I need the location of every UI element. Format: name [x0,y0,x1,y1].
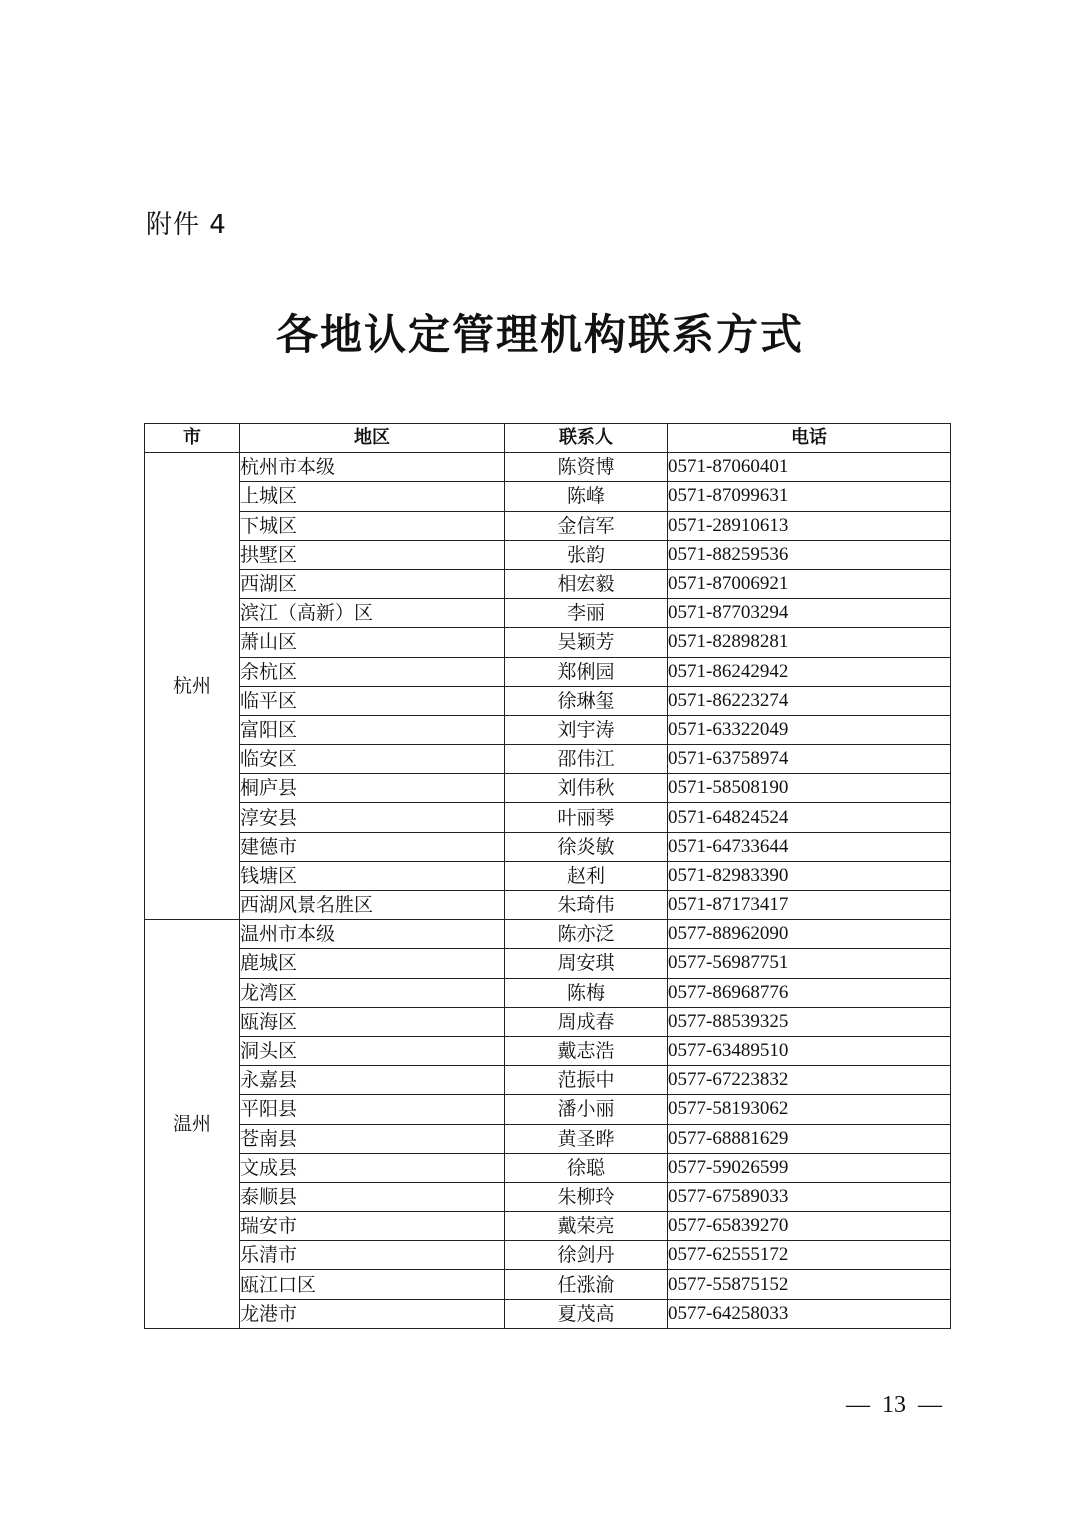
phone-cell: 0571-86242942 [668,657,951,686]
table-row [145,1095,951,1124]
table-row [145,978,951,1007]
table-row [145,657,951,686]
contact-cell: 任涨渝 [505,1270,668,1299]
district-cell: 鹿城区 [240,949,505,978]
header-phone: 电话 [668,424,951,453]
phone-cell: 0577-59026599 [668,1153,951,1182]
table-row [145,1270,951,1299]
table-row [145,920,951,949]
phone-cell: 0571-28910613 [668,511,951,540]
contact-cell: 叶丽琴 [505,803,668,832]
phone-cell: 0571-64733644 [668,832,951,861]
contact-cell: 赵利 [505,861,668,890]
district-cell: 平阳县 [240,1095,505,1124]
phone-cell: 0571-87099631 [668,482,951,511]
contact-cell: 朱琦伟 [505,891,668,920]
table-row [145,949,951,978]
district-cell: 洞头区 [240,1036,505,1065]
phone-cell: 0571-86223274 [668,686,951,715]
contacts-table [144,423,951,1329]
contact-cell: 徐聪 [505,1153,668,1182]
phone-cell: 0577-86968776 [668,978,951,1007]
phone-cell: 0577-65839270 [668,1212,951,1241]
phone-cell: 0577-88962090 [668,920,951,949]
district-cell: 临平区 [240,686,505,715]
district-cell: 龙湾区 [240,978,505,1007]
district-cell: 钱塘区 [240,861,505,890]
phone-cell: 0577-88539325 [668,1007,951,1036]
district-cell: 泰顺县 [240,1182,505,1211]
district-cell: 乐清市 [240,1241,505,1270]
contact-cell: 金信军 [505,511,668,540]
table-row [145,803,951,832]
table-row [145,1036,951,1065]
page-number: — 13 — [846,1392,942,1418]
city-cell: 温州 [145,920,240,1329]
district-cell: 临安区 [240,745,505,774]
contact-cell: 陈亦泛 [505,920,668,949]
contact-cell: 戴荣亮 [505,1212,668,1241]
table-body [145,453,951,1329]
table-row [145,1124,951,1153]
contact-cell: 李丽 [505,599,668,628]
contact-cell: 潘小丽 [505,1095,668,1124]
district-cell: 余杭区 [240,657,505,686]
table-row [145,1007,951,1036]
contact-cell: 徐炎敏 [505,832,668,861]
table-row [145,511,951,540]
contact-cell: 朱柳玲 [505,1182,668,1211]
district-cell: 下城区 [240,511,505,540]
header-district: 地区 [240,424,505,453]
table-row [145,1182,951,1211]
contact-cell: 刘伟秋 [505,774,668,803]
district-cell: 建德市 [240,832,505,861]
contact-cell: 徐琳玺 [505,686,668,715]
table-row [145,832,951,861]
district-cell: 苍南县 [240,1124,505,1153]
district-cell: 淳安县 [240,803,505,832]
contact-cell: 刘宇涛 [505,715,668,744]
table-header-row [145,424,951,453]
district-cell: 上城区 [240,482,505,511]
contact-cell: 张韵 [505,540,668,569]
phone-cell: 0571-87006921 [668,569,951,598]
phone-cell: 0577-67589033 [668,1182,951,1211]
district-cell: 萧山区 [240,628,505,657]
table-row [145,540,951,569]
table-row [145,569,951,598]
district-cell: 温州市本级 [240,920,505,949]
phone-cell: 0571-87173417 [668,891,951,920]
table-row [145,1299,951,1328]
phone-cell: 0577-56987751 [668,949,951,978]
phone-cell: 0577-58193062 [668,1095,951,1124]
table-row [145,453,951,482]
district-cell: 滨江（高新）区 [240,599,505,628]
table-row [145,1212,951,1241]
district-cell: 龙港市 [240,1299,505,1328]
table-row [145,1241,951,1270]
phone-cell: 0571-87060401 [668,453,951,482]
phone-cell: 0577-68881629 [668,1124,951,1153]
district-cell: 富阳区 [240,715,505,744]
header-city: 市 [145,424,240,453]
district-cell: 瑞安市 [240,1212,505,1241]
table-row [145,861,951,890]
contact-cell: 相宏毅 [505,569,668,598]
table-row [145,1153,951,1182]
phone-cell: 0571-63322049 [668,715,951,744]
contact-cell: 夏茂高 [505,1299,668,1328]
phone-cell: 0571-82898281 [668,628,951,657]
contact-cell: 周安琪 [505,949,668,978]
contact-cell: 戴志浩 [505,1036,668,1065]
contact-cell: 郑俐园 [505,657,668,686]
phone-cell: 0577-63489510 [668,1036,951,1065]
phone-cell: 0577-64258033 [668,1299,951,1328]
header-contact: 联系人 [505,424,668,453]
table-row [145,891,951,920]
phone-cell: 0571-58508190 [668,774,951,803]
contact-cell: 黄圣晔 [505,1124,668,1153]
page-title: 各地认定管理机构联系方式 [275,310,804,359]
table-row [145,1066,951,1095]
district-cell: 瓯江口区 [240,1270,505,1299]
contact-cell: 吴颖芳 [505,628,668,657]
phone-cell: 0571-87703294 [668,599,951,628]
phone-cell: 0577-55875152 [668,1270,951,1299]
table-row [145,628,951,657]
table-row [145,482,951,511]
phone-cell: 0571-64824524 [668,803,951,832]
district-cell: 拱墅区 [240,540,505,569]
city-cell: 杭州 [145,453,240,920]
phone-cell: 0571-82983390 [668,861,951,890]
contact-cell: 周成春 [505,1007,668,1036]
district-cell: 文成县 [240,1153,505,1182]
table-row [145,599,951,628]
district-cell: 西湖区 [240,569,505,598]
phone-cell: 0577-67223832 [668,1066,951,1095]
phone-cell: 0571-88259536 [668,540,951,569]
district-cell: 桐庐县 [240,774,505,803]
contact-cell: 徐剑丹 [505,1241,668,1270]
district-cell: 永嘉县 [240,1066,505,1095]
table-row [145,686,951,715]
phone-cell: 0571-63758974 [668,745,951,774]
attachment-label: 附件 4 [146,210,227,240]
contact-cell: 陈梅 [505,978,668,1007]
table-row [145,715,951,744]
contact-cell: 陈资博 [505,453,668,482]
contact-cell: 邵伟江 [505,745,668,774]
district-cell: 杭州市本级 [240,453,505,482]
district-cell: 西湖风景名胜区 [240,891,505,920]
contact-cell: 陈峰 [505,482,668,511]
district-cell: 瓯海区 [240,1007,505,1036]
table-row [145,774,951,803]
contact-cell: 范振中 [505,1066,668,1095]
phone-cell: 0577-62555172 [668,1241,951,1270]
table-row [145,745,951,774]
